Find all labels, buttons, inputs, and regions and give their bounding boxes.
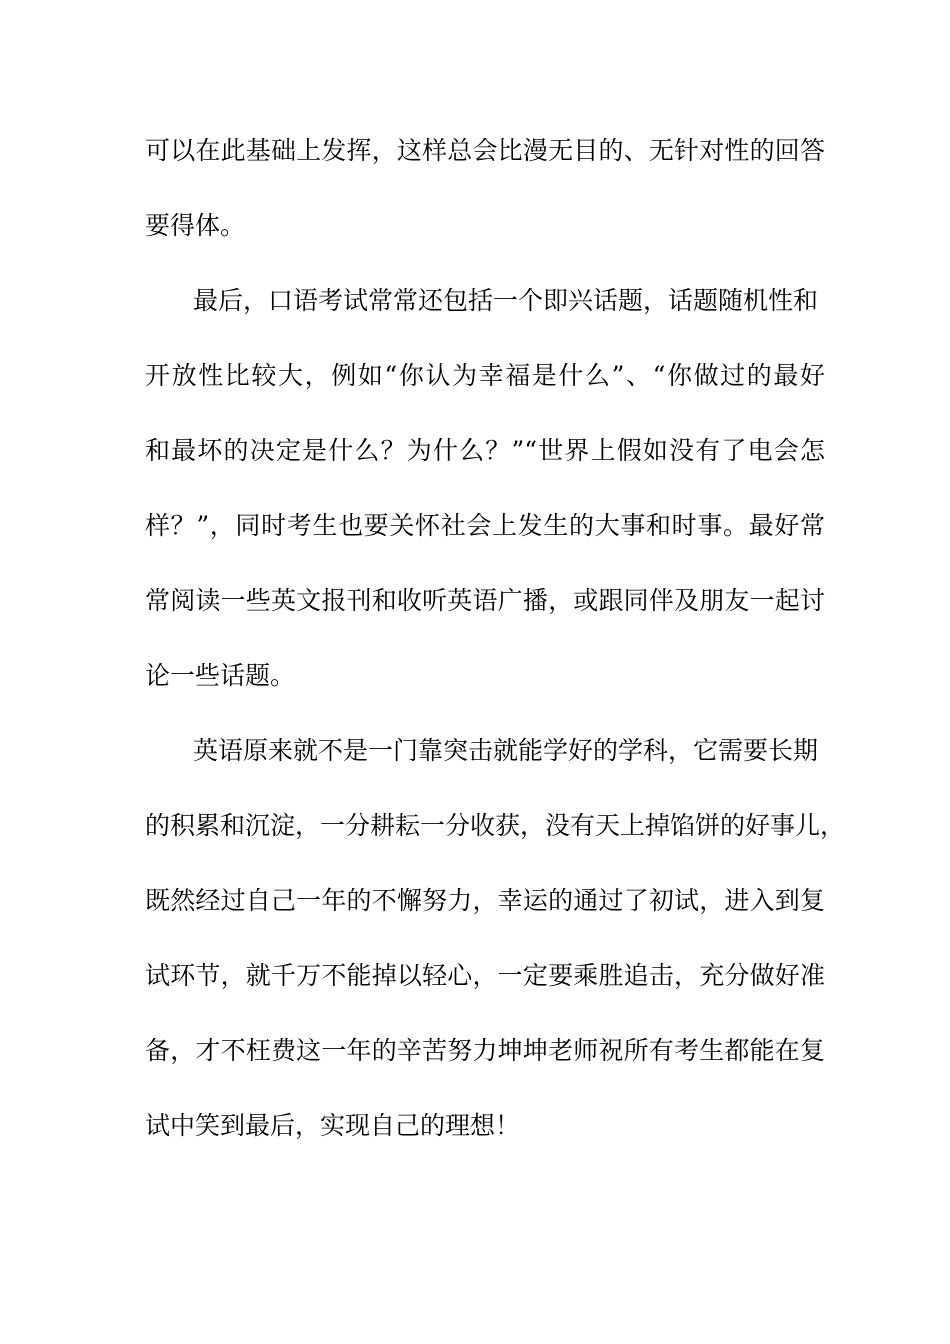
text-line: 常阅读一些英文报刊和收听英语广播，或跟同伴及朋友一起讨: [145, 586, 825, 615]
text-line: 可以在此基础上发挥，这样总会比漫无目的、无针对性的回答: [145, 136, 825, 165]
text-line: 论一些话题。: [145, 661, 296, 690]
text-line: 和最坏的决定是什么？为什么？”“世界上假如没有了电会怎: [145, 436, 825, 465]
text-line: 备，才不枉费这一年的辛苦努力坤坤老师祝所有考生都能在复: [145, 1036, 825, 1065]
paragraph-start-line: 英语原来就不是一门靠突击就能学好的学科，它需要长期: [193, 736, 819, 765]
text-line: 开放性比较大，例如“你认为幸福是什么”、“你做过的最好: [145, 361, 825, 390]
text-line: 既然经过自己一年的不懈努力，幸运的通过了初试，进入到复: [145, 886, 825, 915]
text-line: 样？”，同时考生也要关怀社会上发生的大事和时事。最好常: [145, 511, 825, 540]
text-line: 的积累和沉淀，一分耕耘一分收获，没有天上掉馅饼的好事儿，: [145, 811, 846, 840]
paragraph-start-line: 最后，口语考试常常还包括一个即兴话题，话题随机性和: [193, 286, 819, 315]
text-line: 试中笑到最后，实现自己的理想！: [145, 1111, 521, 1140]
text-line: 试环节，就千万不能掉以轻心，一定要乘胜追击，充分做好准: [145, 961, 825, 990]
text-line: 要得体。: [145, 211, 246, 240]
